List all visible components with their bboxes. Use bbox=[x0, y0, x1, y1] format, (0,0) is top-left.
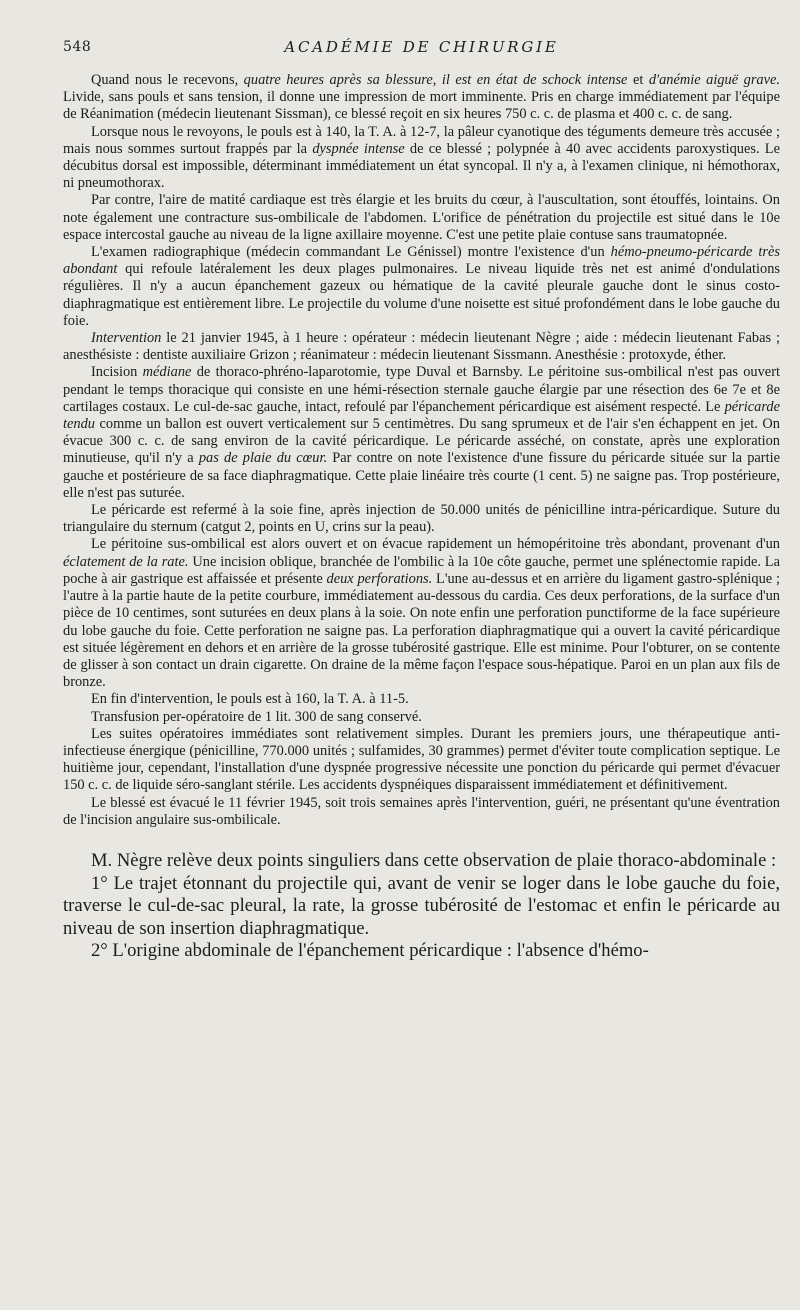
text-run: qui refoule latéralement les deux plages pulmonaires. Le niveau liquide très net est animé d'ondulations régulières. Il n'y a aucun épanchement gazeux ou hématique de la cavité pleurale gauche dont le sinus costo-diaphragmatique est entièrement libre. Le projectile du volume d'une noisette est situé profondément dans le lobe gauche du foie. bbox=[63, 261, 780, 329]
italic-text: Intervention bbox=[91, 330, 162, 347]
italic-text: quatre heures après sa blessure, il est en état de schock intense bbox=[243, 72, 628, 88]
text-run: L'une au-dessus et en arrière du ligament gastro-splénique ; l'autre à la partie haute de la petite courbure, immédiatement au-dessous du cardia. Ces deux perforations, de la surface d'un pièce de 10 centimes, sont suturées en deux plans à la soie. On note enfin une perforation punctiforme de la face supérieure du lobe gauche du foie. Cette perforation ne saigne pas. La perforation diaphragmatique qui a ouvert la cavité péricardique est située légèrement en dehors et en arrière de la grosse tubérosité gastrique. Elle est minime. Pour l'obturer, on se contente de glisser à son contact un drain cigarette. On draine de la même façon l'espace sous-hépatique. Paroi en un plan aux fils de bronze. bbox=[63, 570, 780, 691]
paragraph bbox=[63, 244, 780, 330]
italic-text: médiane bbox=[142, 364, 192, 381]
italic-text: d'anémie aiguë grave. bbox=[648, 72, 781, 88]
page-header bbox=[63, 34, 780, 64]
commentary-paragraph bbox=[63, 940, 780, 963]
text-run: comme un ballon est ouvert verticalement sur 5 centimètres. Du sang sprumeux et de l'air s'en échappent en jet. On évacue 300 c. c. de sang environ de la cavité péricardique. Le péricarde asséché, on constate, après une exploration minutieuse, qu'il n'y a bbox=[63, 416, 780, 467]
paragraph bbox=[63, 726, 780, 795]
paragraph bbox=[63, 795, 780, 829]
text-run: En fin d'intervention, le pouls est à 160, la T. A. à 11-5. bbox=[91, 691, 409, 708]
italic-text: pas de plaie du cœur. bbox=[198, 450, 328, 467]
text-run: Quand nous le recevons, bbox=[91, 72, 244, 88]
text-run: Une incision oblique, branchée de l'ombilic à la 10e côte gauche, permet une splénectomie rapide. La poche à air gastrique est affaissée et présente bbox=[63, 553, 780, 587]
text-run: de thoraco-phréno-laparotomie, type Duval et Barnsby. Le péritoine sus-ombilical n'est pas ouvert pendant le temps thoracique qui consiste en une hémi-résection sternale gauche élargie par une résection des 6e 7e et 8e cartilages costaux. Le cul-de-sac gauche, intact, refoulé par l'épanchement péricardique est aisément respecté. Le bbox=[63, 364, 780, 415]
text-run: Incision bbox=[91, 364, 143, 381]
text-run: M. Nègre relève deux points singuliers dans cette observation de plaie thoraco-abdominale : bbox=[91, 849, 777, 871]
text-run: 1° Le trajet étonnant du projectile qui, avant de venir se loger dans le lobe gauche du foie, traverse le cul-de-sac pleural, la rate, la grosse tubérosité de l'estomac et enfin le péricarde au niveau de son insertion diaphragmatique. bbox=[63, 872, 780, 939]
text-run: Le péritoine sus-ombilical est alors ouvert et on évacue rapidement un hémopéritoine très abondant, provenant d'un bbox=[91, 536, 780, 553]
case-report-text bbox=[63, 72, 780, 829]
paragraph bbox=[63, 364, 780, 502]
paragraph bbox=[63, 536, 780, 691]
paragraph bbox=[63, 691, 780, 708]
text-run: Par contre on note l'existence d'une fissure du péricarde située sur la partie gauche et postérieure de sa face diaphragmatique. Cette plaie linéaire très courte (1 cent. 5) ne saigne pas. Trop postérieure, elle n'est pas suturée. bbox=[63, 450, 780, 501]
text-run: Transfusion per-opératoire de 1 lit. 300 de sang conservé. bbox=[91, 708, 422, 725]
italic-text: hémo-pneumo-péricarde très abondant bbox=[63, 244, 780, 278]
text-run: et bbox=[627, 72, 649, 88]
text-run: 2° L'origine abdominale de l'épanchement péricardique : l'absence d'hémo- bbox=[91, 940, 649, 962]
text-run: Les suites opératoires immédiates sont relativement simples. Durant les premiers jours, une thérapeutique anti-infectieuse énergique (pénicilline, 770.000 unités ; sulfamides, 30 grammes) permet d'éviter toute complication septique. Le huitième jour, cependant, l'installation d'une dyspnée progressive nécessite une ponction du péricarde qui permet d'évacuer 150 c. c. de liquide séro-sanglant stérile. Les accidents dyspnéiques disparaissent immédiatement et définitivement. bbox=[63, 725, 780, 794]
text-run: L'examen radiographique (médecin commandant Le Génissel) montre l'existence d'un bbox=[91, 244, 611, 261]
commentary-paragraph bbox=[63, 873, 780, 941]
commentary-text bbox=[63, 850, 780, 963]
text-run: Le péricarde est refermé à la soie fine, après injection de 50.000 unités de pénicilline intra-péricardique. Suture du triangulaire du sternum (catgut 2, points en U, crins sur la peau). bbox=[63, 502, 780, 536]
italic-text: deux perforations. bbox=[326, 570, 433, 587]
text-run: Par contre, l'aire de matité cardiaque est très élargie et les bruits du cœur, à l'auscultation, sont étouffés, lointains. On note également une contracture sus-ombilicale de l'abdomen. L'orifice de pénétration du projectile est situé dans le 10e espace intercostal gauche au niveau de la ligne axillaire moyenne. C'est une petite plaie contuse sans traumatopnée. bbox=[63, 192, 780, 243]
text-run: le 21 janvier 1945, à 1 heure : opérateur : médecin lieutenant Nègre ; aide : médecin lieutenant Fabas ; anesthésiste : dentiste auxiliaire Grizon ; réanimateur : médecin lieutenant Sissmann. Anesthésie : protoxyde, éther. bbox=[63, 330, 780, 364]
text-run: de ce blessé ; polypnée à 40 avec accidents paroxystiques. Le décubitus dorsal est impossible, déterminant immédiatement un état syncopal. Il n'y a, à l'examen clinique, ni hémothorax, ni pneumothorax. bbox=[63, 140, 780, 192]
paragraph bbox=[63, 192, 780, 244]
paragraph bbox=[63, 502, 780, 536]
text-run: Livide, sans pouls et sans tension, il donne une impression de mort imminente. Pris en charge immédiatement par l'équipe de Réanimation (médecin lieutenant Sissman), ce blessé reçoit en six heures 750 c. c. de plasma et 400 c. c. de sang. bbox=[63, 89, 780, 123]
running-head: ACADÉMIE DE CHIRURGIE bbox=[284, 38, 559, 56]
paragraph bbox=[63, 72, 780, 124]
italic-text: péricarde tendu bbox=[63, 398, 780, 433]
paragraph bbox=[63, 330, 780, 364]
paragraph bbox=[63, 709, 780, 726]
text-run: Lorsque nous le revoyons, le pouls est à 140, la T. A. à 12-7, la pâleur cyanotique des téguments demeure très accusée ; mais nous sommes surtout frappés par la bbox=[63, 123, 780, 157]
italic-text: éclatement de la rate. bbox=[63, 553, 189, 570]
commentary-paragraph bbox=[63, 850, 780, 873]
italic-text: dyspnée intense bbox=[312, 140, 405, 157]
page-number: 548 bbox=[63, 39, 92, 55]
paragraph bbox=[63, 124, 780, 193]
text-run: Le blessé est évacué le 11 février 1945, soit trois semaines après l'intervention, guéri, ne présentant qu'une éventration de l'incision angulaire sus-ombilicale. bbox=[63, 794, 780, 828]
